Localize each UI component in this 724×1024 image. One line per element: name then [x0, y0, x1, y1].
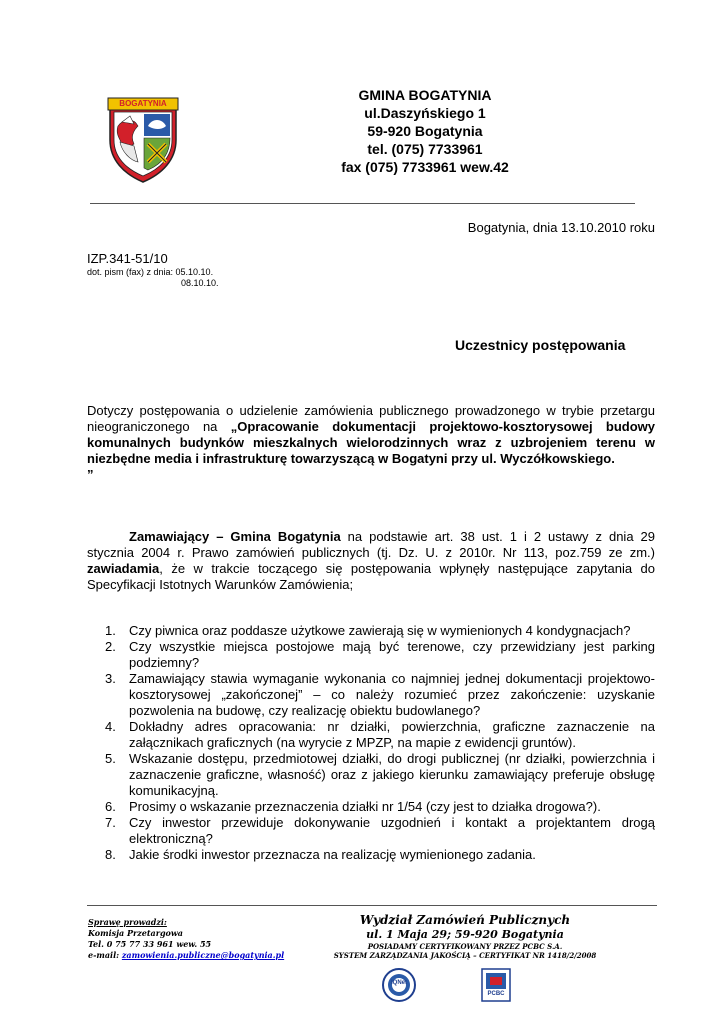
notice-text-1: na podstawie art. 38 ust. 1 i 2 ustawy z dnia 29 stycznia 2004 r. Prawo zamówień publicznych (tj. Dz. U. z 2010r. Nr 113, poz.759 ze zm.) [87, 529, 655, 560]
list-item [105, 751, 655, 799]
reference-block [87, 251, 287, 289]
footer-department: Komisja Przetargowa [88, 928, 183, 938]
list-item-number: 1. [105, 623, 116, 638]
footer-office-title: Wydział Zamówień Publicznych [359, 913, 571, 927]
bogatynia-crest-logo [104, 96, 182, 184]
letterhead-line-1: GMINA BOGATYNIA [358, 87, 492, 103]
list-item [105, 847, 655, 863]
letterhead-line-2: ul.Daszyńskiego 1 [364, 105, 486, 121]
iqnet-badge-label: IQNet [390, 980, 407, 986]
letterhead-line-3: 59-920 Bogatynia [367, 123, 483, 139]
list-item [105, 719, 655, 751]
footer-contact [88, 917, 318, 961]
list-item-number: 4. [105, 719, 116, 734]
date-line: Bogatynia, dnia 13.10.2010 roku [467, 220, 655, 235]
reference-note-1: dot. pism (fax) z dnia: 05.10.10. [87, 267, 214, 277]
list-item-text: Wskazanie dostępu, przedmiotowej działki, do drogi publicznej (nr działki, powierzchnia i zaznaczenie graficzne, własność) oraz z jakiego kierunku zamawiający preferuje obsługę komunikacyjną. [129, 751, 655, 798]
list-item-number: 8. [105, 847, 116, 862]
footer-phone: Tel. 0 75 77 33 961 wew. 55 [88, 939, 212, 949]
letterhead-line-4: tel. (075) 7733961 [367, 141, 483, 157]
list-item-text: Jakie środki inwestor przeznacza na realizację wymienionego zadania. [129, 847, 536, 862]
letterhead [310, 86, 540, 176]
letterhead-line-5: fax (075) 7733961 wew.42 [341, 159, 509, 175]
footer-email-row [88, 950, 318, 961]
iqnet-badge-icon [382, 968, 416, 1002]
list-item-text: Czy inwestor przewiduje dokonywanie uzgodnień i kontakt a projektantem drogą elektroniczną? [129, 815, 655, 846]
list-item-text: Czy piwnica oraz poddasze użytkowe zawierają się w wymienionych 4 kondygnacjach? [129, 623, 631, 638]
notice-bold-1: Zamawiający – Gmina Bogatynia [129, 529, 341, 544]
list-item-text: Dokładny adres opracowania: nr działki, powierzchnia, graficzne zaznaczenie na załącznikach graficznych (na wyrycie z MPZP, na mapie z ewidencji gruntów). [129, 719, 655, 750]
crest-banner-text: BOGATYNIA [119, 99, 167, 108]
pcbc-badge-icon [481, 968, 511, 1002]
footer-cert-line-2: SYSTEM ZARZĄDZANIA JAKOŚCIĄ – CERTYFIKAT NR 1418/2/2008 [333, 951, 597, 960]
list-item-number: 6. [105, 799, 116, 814]
footer-email-label: e-mail: [88, 950, 122, 960]
list-item-text: Czy wszystkie miejsca postojowe mają być terenowe, czy przewidziany jest parking podziemny? [129, 639, 655, 670]
footer-divider [87, 905, 657, 906]
footer-cert-line-1: POSIADAMY CERTYFIKOWANY PRZEZ PCBC S.A. [367, 942, 563, 951]
subject-closing-quote: ” [87, 467, 94, 482]
list-item-text: Prosimy o wskazanie przeznaczenia działki nr 1/54 (czy jest to działka drogowa?). [129, 799, 601, 814]
subject-title: „Opracowanie dokumentacji projektowo-kosztorysowej budowy komunalnych budynków mieszkalnych wielorodzinnych wraz z uzbrojeniem terenu w niezbędne media i infrastrukturę towarzyszącą w Bogatyni przy ul. Wyczółkowskiego. [87, 419, 656, 466]
footer-office-address: ul. 1 Maja 29; 59-920 Bogatynia [366, 928, 564, 941]
subject-lead: Dotyczy postępowania o udzielenie zamówienia publicznego prowadzonego w trybie przetargu nieograniczonego na [87, 403, 655, 434]
list-item-number: 7. [105, 815, 116, 830]
notice-paragraph [87, 529, 655, 593]
notice-text-2: , że w trakcie toczącego się postępowania wpłynęły następujące zapytania do Specyfikacji Istotnych Warunków Zamówienia; [87, 561, 655, 592]
list-item-number: 5. [105, 751, 116, 766]
list-item-text: Zamawiający stawia wymaganie wykonania co najmniej jednej dokumentacji projektowo-kosztorysowej „zakończonej” – co należy rozumieć przez zakończenie: uzyskanie pozwolenia na budowę, czy realizację obiektu budowlanego? [129, 671, 655, 718]
list-item [105, 623, 655, 639]
footer-email-link[interactable]: zamowienia.publiczne@bogatynia.pl [121, 950, 285, 960]
addressee: Uczestnicy postępowania [455, 337, 626, 353]
list-item [105, 639, 655, 671]
list-item-number: 2. [105, 639, 116, 654]
questions-list [105, 623, 655, 863]
pcbc-badge-label: PCBC [487, 991, 505, 997]
reference-number: IZP.341-51/10 [87, 251, 168, 266]
list-item [105, 815, 655, 847]
subject-paragraph [87, 403, 655, 483]
footer-heading: Sprawę prowadzi: [88, 917, 167, 927]
notice-bold-2: zawiadamia [87, 561, 160, 576]
footer-office [300, 913, 630, 960]
reference-note-2: 08.10.10. [181, 278, 219, 288]
list-item-number: 3. [105, 671, 116, 686]
list-item [105, 799, 655, 815]
header-divider [90, 203, 635, 204]
list-item [105, 671, 655, 719]
